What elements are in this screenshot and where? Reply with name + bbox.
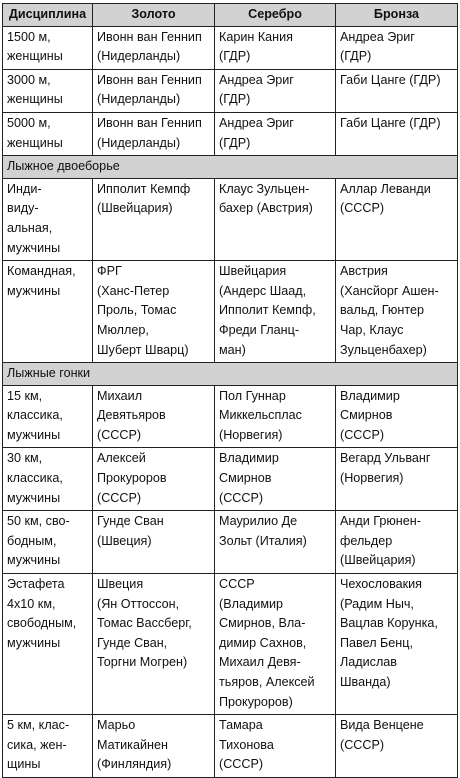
table-row [3,261,458,363]
bronze-cell: Австрия (Хансйорг Ашен- вальд, Гюнтер Чар, Клаус Зульценбахер) [336,261,458,363]
section-header-row [3,156,458,179]
column-header-bronze: Бронза [336,4,458,27]
silver-cell: Карин Кания (ГДР) [215,26,336,69]
gold-cell: Швеция (Ян Оттоссон, Томас Вассберг, Гунде Сван, Торгни Могрен) [93,574,215,715]
discipline-cell: Инди- виду- альная, мужчины [3,178,93,260]
table-row [3,715,458,778]
gold-cell: Ивонн ван Геннип (Нидерланды) [93,26,215,69]
discipline-cell: 5 км, клас- сика, жен- щины [3,715,93,778]
gold-cell: Алексей Прокуроров (СССР) [93,448,215,511]
gold-cell: Ивонн ван Геннип (Нидерланды) [93,69,215,112]
bronze-cell: Андреа Эриг (ГДР) [336,26,458,69]
bronze-cell: Габи Цанге (ГДР) [336,69,458,112]
table-row [3,574,458,715]
discipline-cell: 15 км, классика, мужчины [3,385,93,448]
silver-cell: Пол Гуннар Миккельсплас (Норвегия) [215,385,336,448]
section-title: Лыжные гонки [3,363,458,386]
discipline-cell: 1500 м, женщины [3,26,93,69]
table-row [3,511,458,574]
table-row [3,69,458,112]
bronze-cell: Чехословакия (Радим Ныч, Вацлав Корунка, Павел Бенц, Ладислав Шванда) [336,574,458,715]
discipline-cell: 5000 м, женщины [3,112,93,155]
gold-cell: Михаил Девятьяров (СССР) [93,385,215,448]
gold-cell: Ипполит Кемпф (Швейцария) [93,178,215,260]
silver-cell: Клаус Зульцен- бахер (Австрия) [215,178,336,260]
gold-cell: Гунде Сван (Швеция) [93,511,215,574]
table-row [3,448,458,511]
table-header-row [3,4,458,27]
silver-cell: Владимир Смирнов (СССР) [215,448,336,511]
column-header-gold: Золото [93,4,215,27]
silver-cell: Андреа Эриг (ГДР) [215,112,336,155]
section-header-row [3,363,458,386]
medal-results-table [2,3,458,778]
bronze-cell: Габи Цанге (ГДР) [336,112,458,155]
discipline-cell: 50 км, сво- бодным, мужчины [3,511,93,574]
silver-cell: Андреа Эриг (ГДР) [215,69,336,112]
silver-cell: Маурилио Де Зольт (Италия) [215,511,336,574]
gold-cell: Ивонн ван Геннип (Нидерланды) [93,112,215,155]
silver-cell: Тамара Тихонова (СССР) [215,715,336,778]
silver-cell: Швейцария (Андерс Шаад, Ипполит Кемпф, Фреди Гланц- ман) [215,261,336,363]
bronze-cell: Аллар Леванди (СССР) [336,178,458,260]
discipline-cell: 30 км, классика, мужчины [3,448,93,511]
table-row [3,26,458,69]
discipline-cell: 3000 м, женщины [3,69,93,112]
bronze-cell: Анди Грюнен- фельдер (Швейцария) [336,511,458,574]
table-row [3,385,458,448]
bronze-cell: Вида Венцене (СССР) [336,715,458,778]
discipline-cell: Эстафета 4х10 км, свободным, мужчины [3,574,93,715]
discipline-cell: Командная, мужчины [3,261,93,363]
bronze-cell: Вегард Ульванг (Норвегия) [336,448,458,511]
section-title: Лыжное двоеборье [3,156,458,179]
table-row [3,178,458,260]
table-body [3,26,458,777]
column-header-silver: Серебро [215,4,336,27]
bronze-cell: Владимир Смирнов (СССР) [336,385,458,448]
silver-cell: СССР (Владимир Смирнов, Вла- димир Сахнов, Михаил Девя- тьяров, Алексей Прокуроров) [215,574,336,715]
column-header-discipline: Дисциплина [3,4,93,27]
gold-cell: Марьо Матикайнен (Финляндия) [93,715,215,778]
table-row [3,112,458,155]
gold-cell: ФРГ (Ханс-Петер Проль, Томас Мюллер, Шуберт Шварц) [93,261,215,363]
